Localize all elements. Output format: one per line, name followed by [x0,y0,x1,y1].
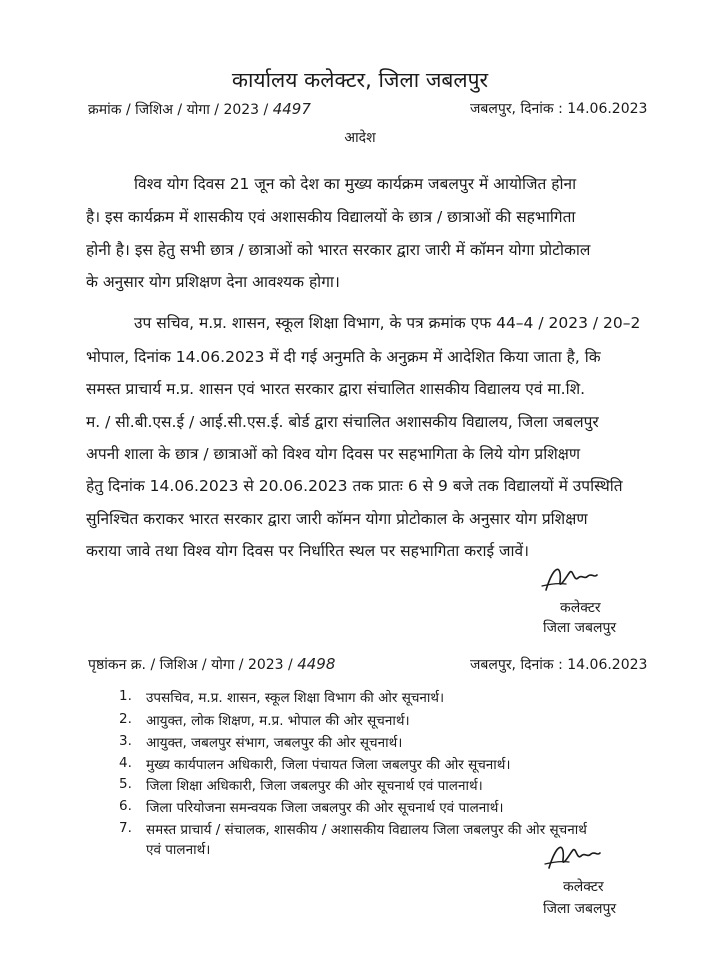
para1-line: होनी है। इस हेतु सभी छात्र / छात्राओं को भारत सरकार द्वारा जारी में कॉमन योगा प्रोटोकाल [86,241,591,259]
endorsement-reference [88,655,335,674]
list-item-text: आयुक्त, लोक शिक्षण, म.प्र. भोपाल की ओर सूचनार्थ। [146,713,410,729]
para2-line: कराया जावे तथा विश्व योग दिवस पर निर्धारित स्थल पर सहभागिता कराई जावें। [86,542,530,560]
list-item-text: समस्त प्राचार्य / संचालक, शासकीय / अशासकीय विद्यालय जिला जबलपुर की ओर सूचनार्थ [146,822,587,838]
para1-line: विश्व योग दिवस 21 जून को देश का मुख्य कार्यक्रम जबलपुर में आयोजित होना [134,175,577,193]
para1-line: के अनुसार योग प्रशिक्षण देना आवश्यक होगा। [86,273,340,291]
list-item-text: आयुक्त, जबलपुर संभाग, जबलपुर की ओर सूचनार्थ। [146,735,403,751]
signature-2-designation: कलेक्टर [563,879,604,895]
para2-line: समस्त प्राचार्य म.प्र. शासन एवं भारत सरकार द्वारा संचालित शासकीय विद्यालय एवं मा.शि. [86,380,586,398]
para2-line: सुनिश्चित कराकर भारत सरकार द्वारा जारी कॉमन योगा प्रोटोकाल के अनुसार योग प्रशिक्षण [86,510,588,528]
order-place-date: जबलपुर, दिनांक : 14.06.2023 [470,101,648,117]
list-item-number: 5. [119,776,132,792]
list-item-number: 4. [119,755,132,771]
endorsement-ref-number: 4498 [297,655,336,673]
list-item-text: जिला शिक्षा अधिकारी, जिला जबलपुर की ओर सूचनार्थ एवं पालनार्थ। [146,778,483,794]
endorsement-place-date: जबलपुर, दिनांक : 14.06.2023 [470,657,648,673]
signature-2-district: जिला जबलपुर [543,901,617,917]
office-title: कार्यालय कलेक्टर, जिला जबलपुर [231,68,489,92]
order-heading: आदेश [344,130,376,146]
list-item-number: 3. [119,733,132,749]
signature-1-scribble [540,560,600,596]
endorsement-ref-prefix: पृष्ठांकन क्र. / जिशिअ / योगा / 2023 / [88,657,298,673]
signature-1-district: जिला जबलपुर [543,620,617,636]
signature-2-scribble [543,838,603,874]
order-ref-number: 4497 [272,100,311,118]
para2-line: म. / सी.बी.एस.ई / आई.सी.एस.ई. बोर्ड द्वारा संचालित अशासकीय विद्यालय, जिला जबलपुर [86,413,599,431]
list-item-text: मुख्य कार्यपालन अधिकारी, जिला पंचायत जिला जबलपुर की ओर सूचनार्थ। [146,757,511,773]
para1-line: है। इस कार्यक्रम में शासकीय एवं अशासकीय विद्यालयों के छात्र / छात्राओं की सहभागिता [86,208,576,226]
order-reference [88,100,311,119]
para2-line: हेतु दिनांक 14.06.2023 से 20.06.2023 तक प्रातः 6 से 9 बजे तक विद्यालयों में उपस्थिति [86,477,623,495]
order-ref-prefix: क्रमांक / जिशिअ / योगा / 2023 / [88,102,273,118]
para2-line: अपनी शाला के छात्र / छात्राओं को विश्व योग दिवस पर सहभागिता के लिये योग प्रशिक्षण [86,445,581,463]
list-item-number: 7. [119,820,132,836]
list-item-text-continued: एवं पालनार्थ। [146,842,211,858]
para2-line: भोपाल, दिनांक 14.06.2023 में दी गई अनुमति के अनुक्रम में आदेशित किया जाता है, कि [86,348,601,366]
list-item-number: 1. [119,688,132,704]
list-item-number: 6. [119,798,132,814]
para2-line: उप सचिव, म.प्र. शासन, स्कूल शिक्षा विभाग, के पत्र क्रमांक एफ 44–4 / 2023 / 20–2 [134,314,641,332]
list-item-text: जिला परियोजना समन्वयक जिला जबलपुर की ओर सूचनार्थ एवं पालनार्थ। [146,800,504,816]
list-item-number: 2. [119,711,132,727]
signature-1-designation: कलेक्टर [560,600,601,616]
list-item-text: उपसचिव, म.प्र. शासन, स्कूल शिक्षा विभाग की ओर सूचनार्थ। [146,690,445,706]
